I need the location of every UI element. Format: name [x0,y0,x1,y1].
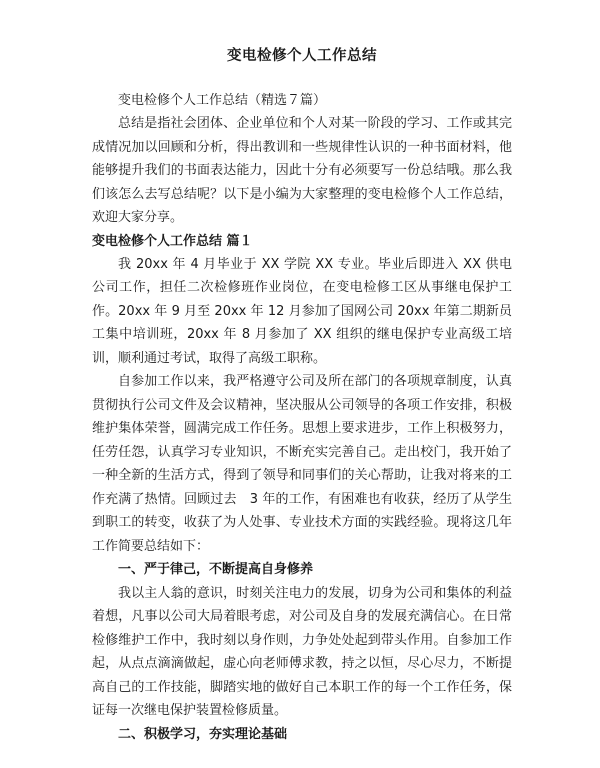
intro-paragraph: 总结是指社会团体、企业单位和个人对某一阶段的学习、工作或其完成情况加以回顾和分析，得出教训和一些规律性认识的一种书面材料，他能够提升我们的书面表达能力，因此十分有必须要写一份总结哦。那么我们该怎么去写总结呢？以下是小编为大家整理的变电检修个人工作总结，欢迎大家分享。 [92,116,512,225]
section-heading: 变电检修个人工作总结 篇１ [92,233,253,249]
paragraph-work-attitude: 自参加工作以来，我严格遵守公司及所在部门的各项规章制度，认真贯彻执行公司文件及会议精神，坚决服从公司领导的各项工作安排，积极维护集体荣誉，圆满完成工作任务。思想上要求进步，工作上积极努力，任劳任怨，认真学习专业知识，不断充实完善自己。走出校门，我开始了一种全新的生活方式，得到了领导和同事们的关心帮助，让我对将来的工作充满了热情。回顾过去 3 年的工作，有困难也有收获，经历了从学生到职工的转变，收获了为人处事、专业技术方面的实践经验。现将这几年工作简要总结如下： [92,374,512,554]
document-title: 变电检修个人工作总结 [227,48,377,64]
paragraph-self-discipline: 我以主人翁的意识，时刻关注电力的发展，切身为公司和集体的利益着想，凡事以公司大局着眼考虑，对公司及自身的发展充满信心。在日常检修维护工作中，我时刻以身作则，力争处处起到带头作用。自参加工作起，从点点滴滴做起，虚心向老师傅求教，持之以恒，尽心尽力，不断提高自己的工作技能，脚踏实地的做好自己本职工作的每一个工作任务，保证每一次继电保护装置检修质量。 [92,585,512,718]
paragraph-background: 我 20xx 年 4 月毕业于 XX 学院 XX 专业。毕业后即进入 XX 供电公司工作，担任二次检修班作业岗位，在变电检修工区从事继电保护工作。20xx 年 9 月至 20xx 年 12 月参加了国网公司 20xx 年第二期新员工集中培训班，20xx 年 8 月参加了 XX 组织的继电保护专业高级工培训，顺利通过考试，取得了高级工职称。 [92,256,512,366]
document-subtitle: 变电检修个人工作总结（精选７篇） [118,93,327,108]
subheading-study: 二、积极学习，夯实理论基础 [118,726,288,742]
subheading-self-discipline: 一、严于律己，不断提高自身修养 [118,562,314,577]
